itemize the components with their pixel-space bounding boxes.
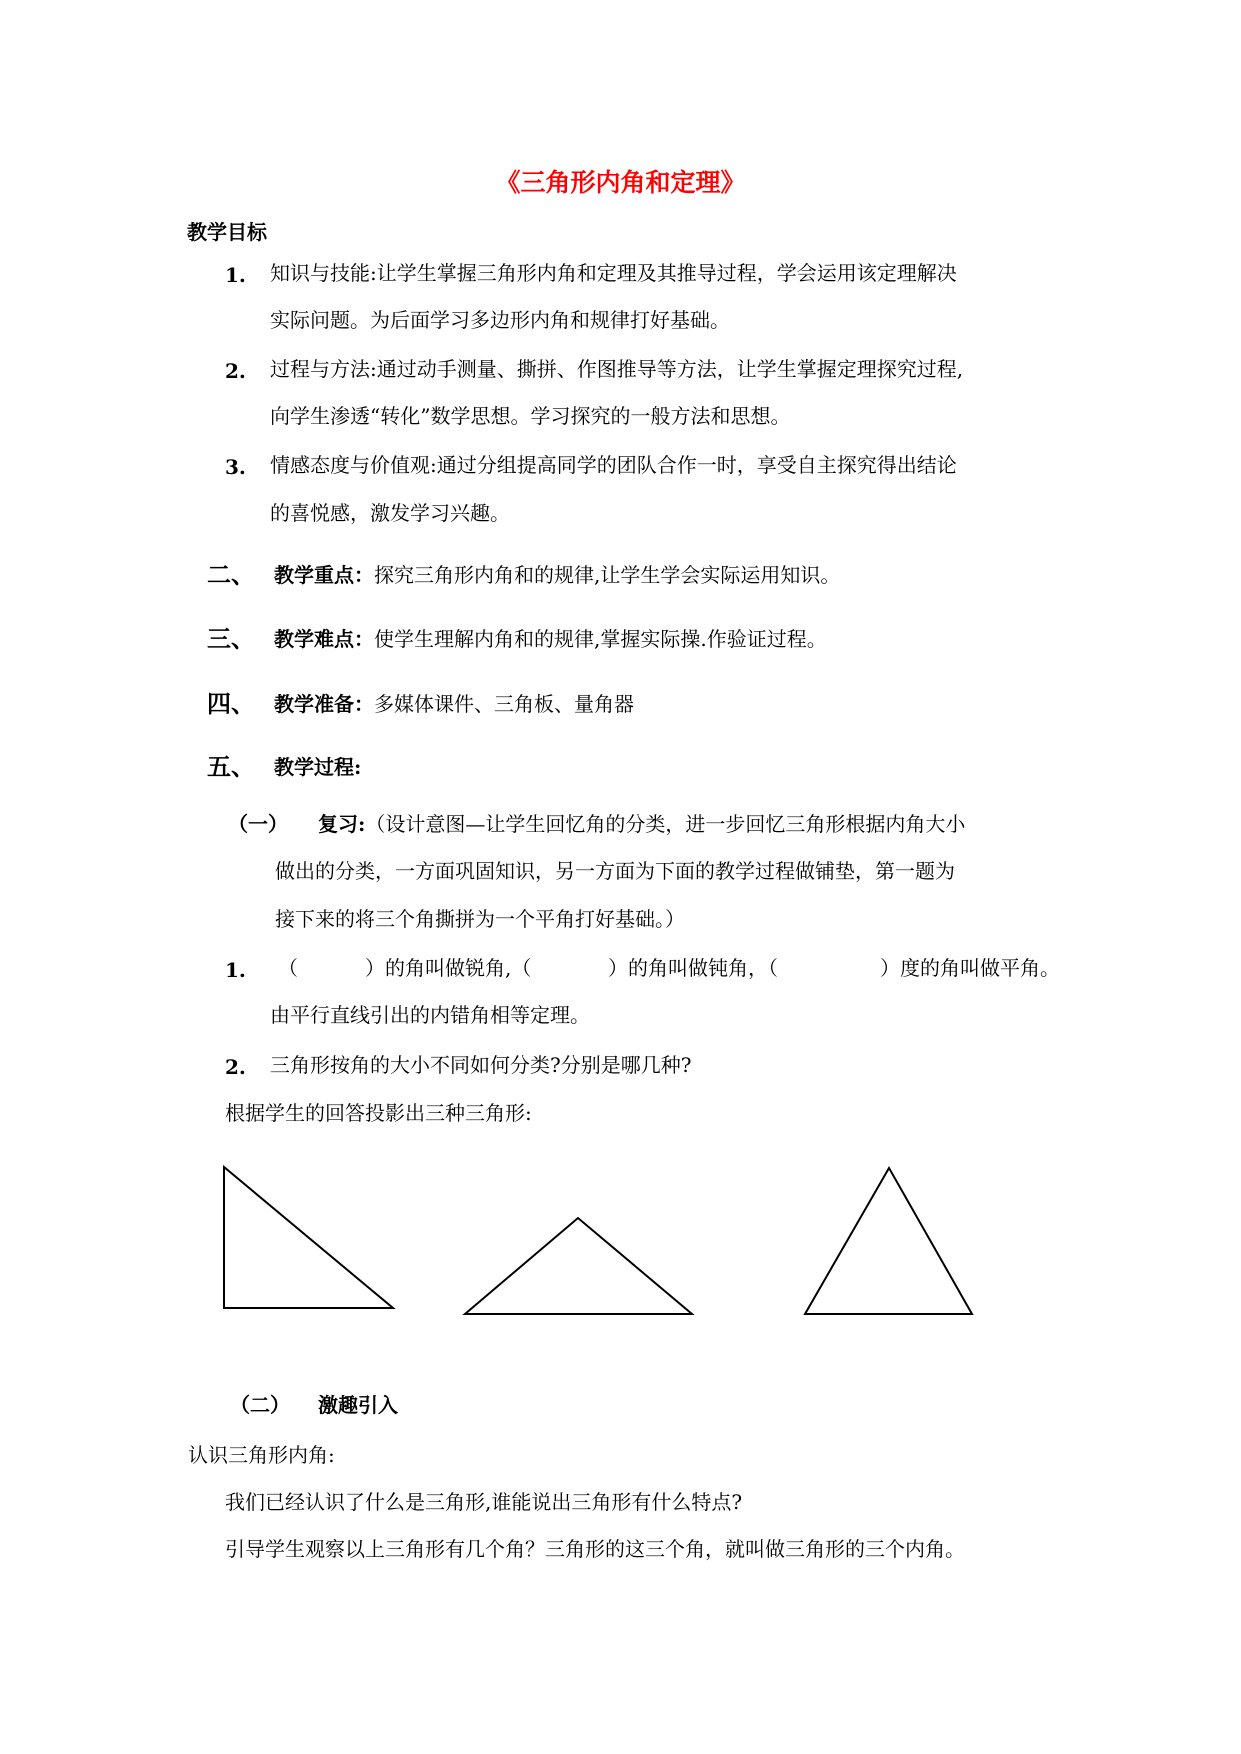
objective-text: 过程与方法:通过动手测量、撕拼、作图推导等方法，让学生掌握定理探究过程, [270, 357, 964, 381]
projection-text: 根据学生的回答投影出三种三角形: [225, 1101, 532, 1125]
objective-number: 1. [225, 263, 246, 287]
section-colon: ： [354, 563, 374, 587]
section-label: 教学重点 [274, 563, 354, 587]
question-text: 由平行直线引出的内错角相等定理。 [270, 1003, 590, 1027]
section-text: 探究三角形内角和的规律,让学生学会实际运用知识。 [374, 563, 841, 587]
review-text: 做出的分类，一方面巩固知识，另一方面为下面的教学过程做铺垫，第一题为 [275, 859, 955, 883]
section-number: 二、 [207, 560, 255, 589]
right-triangle [224, 1167, 393, 1308]
question-number: 1. [225, 958, 246, 982]
objective-text: 实际问题。为后面学习多边形内角和规律打好基础。 [270, 308, 730, 332]
objective-text: 的喜悦感，激发学习兴趣。 [270, 501, 510, 525]
subsection-number: （二） [230, 1393, 290, 1417]
question-blank-open: （ [278, 956, 298, 980]
obtuse-triangle [465, 1218, 692, 1314]
section-colon: ： [354, 627, 374, 651]
acute-triangle [805, 1168, 972, 1314]
question-text: 三角形按角的大小不同如何分类?分别是哪几种? [270, 1053, 692, 1077]
paragraph-text: 认识三角形内角: [188, 1443, 335, 1467]
question-number: 2. [225, 1055, 246, 1079]
question-text: ）度的角叫做平角。 [880, 956, 1060, 980]
objectives-heading: 教学目标 [187, 220, 267, 244]
section-label: 教学过程: [274, 755, 362, 779]
section-number: 四、 [207, 689, 255, 718]
review-label: 复习: [318, 812, 366, 836]
section-text: 多媒体课件、三角板、量角器 [374, 692, 634, 716]
objective-text: 情感态度与价值观:通过分组提高同学的团队合作一时，享受自主探究得出结论 [270, 453, 957, 477]
objective-text: 向学生渗透“转化”数学思想。学习探究的一般方法和思想。 [270, 404, 791, 428]
question-text: ）的角叫做钝角，（ [608, 956, 778, 980]
section-text: 使学生理解内角和的规律,掌握实际操.作验证过程。 [374, 627, 827, 651]
subsection-number: （一） [228, 812, 288, 836]
question-text: ）的角叫做锐角,（ [365, 956, 532, 980]
objective-number: 2. [225, 359, 246, 383]
section-number: 五、 [207, 752, 255, 781]
section-label: 教学难点 [274, 627, 354, 651]
page-title: 《三角形内角和定理》 [495, 168, 746, 197]
review-text: （设计意图—让学生回忆角的分类，进一步回忆三角形根据内角大小 [365, 812, 966, 836]
section-colon: ： [354, 692, 374, 716]
subsection-label: 激趣引入 [318, 1393, 398, 1417]
objective-text: 知识与技能:让学生掌握三角形内角和定理及其推导过程，学会运用该定理解决 [270, 261, 957, 285]
section-label: 教学准备 [274, 692, 354, 716]
review-text: 接下来的将三个角撕拼为一个平角打好基础。） [275, 907, 685, 931]
paragraph-text: 我们已经认识了什么是三角形,谁能说出三角形有什么特点? [225, 1490, 743, 1514]
section-number: 三、 [207, 624, 255, 653]
paragraph-text: 引导学生观察以上三角形有几个角？三角形的这三个角，就叫做三角形的三个内角。 [225, 1537, 965, 1561]
objective-number: 3. [225, 455, 246, 479]
